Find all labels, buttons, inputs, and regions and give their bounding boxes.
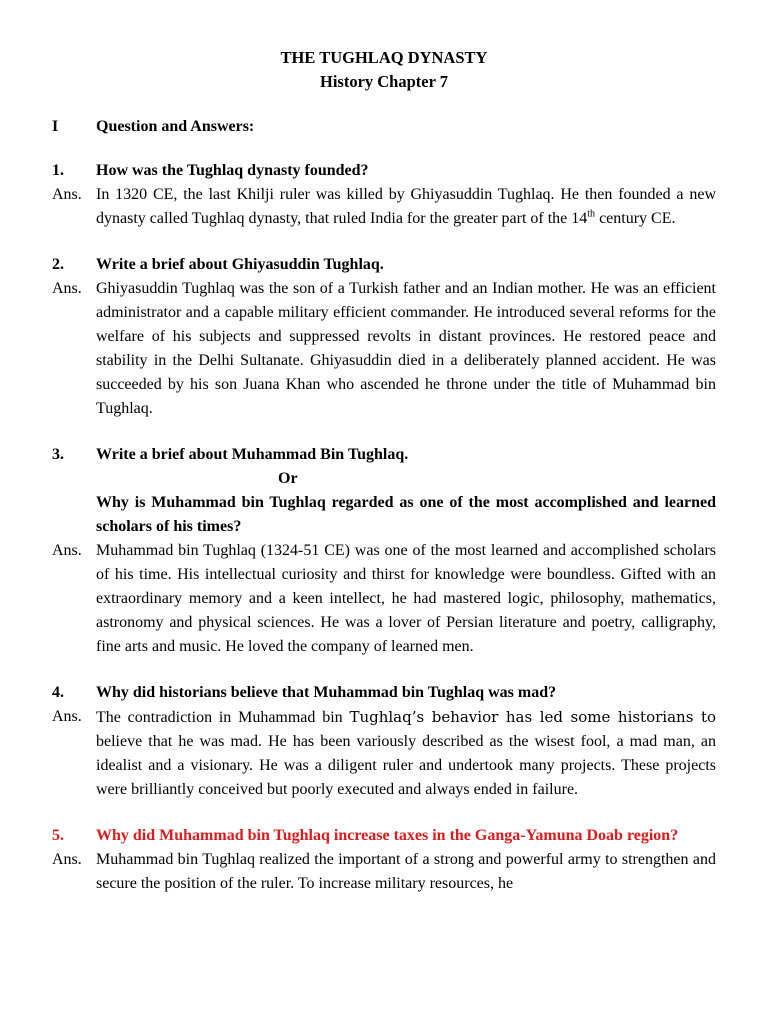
question-number: 2. xyxy=(52,256,64,273)
question-text: Why did Muhammad bin Tughlaq increase taxes in the Ganga-Yamuna Doab region? xyxy=(96,827,679,844)
answer-text-end: century CE. xyxy=(595,210,676,227)
section-heading xyxy=(52,115,716,139)
question-number: 1. xyxy=(52,162,64,179)
document-header xyxy=(52,46,716,94)
question-text: Write a brief about Muhammad Bin Tughlaq. xyxy=(96,446,409,463)
answer-text-start: The contradiction in Muhammad bin xyxy=(96,709,350,726)
alternate-question-row xyxy=(52,491,716,539)
qa-item-2 xyxy=(52,253,716,421)
answer-row xyxy=(52,183,716,231)
question-number: 4. xyxy=(52,684,64,701)
question-text: Write a brief about Ghiyasuddin Tughlaq. xyxy=(96,256,384,273)
alternate-question-text: Why is Muhammad bin Tughlaq regarded as one of the most accomplished and learned scholars of his times? xyxy=(96,494,716,535)
question-row-highlighted xyxy=(52,824,716,848)
answer-text-end: believe that he was mad. He has been variously described as the wisest fool, a mad man, an idealist and a visionary. He was a diligent ruler and undertook many projects. These projects were brilliantly conceived but poorly executed and always ended in failure. xyxy=(96,733,716,798)
question-row xyxy=(52,159,716,183)
section-numeral: I xyxy=(52,118,59,135)
qa-item-4 xyxy=(52,681,716,802)
answer-text: Muhammad bin Tughlaq (1324-51 CE) was one of the most learned and accomplished scholars of his time. His intellectual curiosity and thirst for knowledge were boundless. Gifted with an extraordinary memory and a keen intellect, he had mastered logic, philosophy, mathematics, astronomy and physical sciences. He was a lover of Persian literature and poetry, calligraphy, fine arts and music. He loved the company of learned men. xyxy=(96,542,716,655)
answer-text xyxy=(96,183,716,231)
qa-item-5 xyxy=(52,824,716,896)
answer-text: Ghiyasuddin Tughlaq was the son of a Turkish father and an Indian mother. He was an efficient administrator and a capable military efficient commander. He introduced several reforms for the welfare of his subjects and suppressed revolts in distant provinces. He restored peace and stability in the Delhi Sultanate. Ghiyasuddin died in a deliberately planned accident. He was succeeded by his son Juana Khan who ascended he throne under the title of Muhammad bin Tughlaq. xyxy=(96,280,716,417)
answer-label: Ans. xyxy=(52,542,82,559)
question-row xyxy=(52,681,716,705)
question-row xyxy=(52,253,716,277)
answer-row xyxy=(52,705,716,802)
question-number: 3. xyxy=(52,446,64,463)
qa-item-3 xyxy=(52,443,716,659)
answer-row xyxy=(52,848,716,896)
ordinal-suffix: th xyxy=(587,208,596,220)
answer-label: Ans. xyxy=(52,186,82,203)
section-title: Question and Answers: xyxy=(96,118,255,135)
answer-text: Muhammad bin Tughlaq realized the important of a strong and powerful army to strengthen and secure the position of the ruler. To increase military resources, he xyxy=(96,851,716,892)
spacer xyxy=(52,491,96,539)
answer-text xyxy=(96,705,716,802)
or-separator: Or xyxy=(278,470,298,487)
answer-text-alt-font: Tughlaq’s behavior has led some historians to xyxy=(349,708,716,726)
question-text: How was the Tughlaq dynasty founded? xyxy=(96,162,369,179)
answer-row xyxy=(52,539,716,659)
question-text: Why did historians believe that Muhammad bin Tughlaq was mad? xyxy=(96,684,557,701)
document-title: THE TUGHLAQ DYNASTY xyxy=(280,48,488,67)
answer-label: Ans. xyxy=(52,851,82,868)
answer-label: Ans. xyxy=(52,708,82,725)
answer-row xyxy=(52,277,716,421)
answer-label: Ans. xyxy=(52,280,82,297)
answer-text-start: In 1320 CE, the last Khilji ruler was killed by Ghiyasuddin Tughlaq. He then founded a new dynasty called Tughlaq dynasty, that ruled India for the greater part of the 14 xyxy=(96,186,716,227)
document-subtitle: History Chapter 7 xyxy=(319,72,449,91)
qa-item-1 xyxy=(52,159,716,231)
question-row xyxy=(52,443,716,467)
question-number: 5. xyxy=(52,827,64,844)
